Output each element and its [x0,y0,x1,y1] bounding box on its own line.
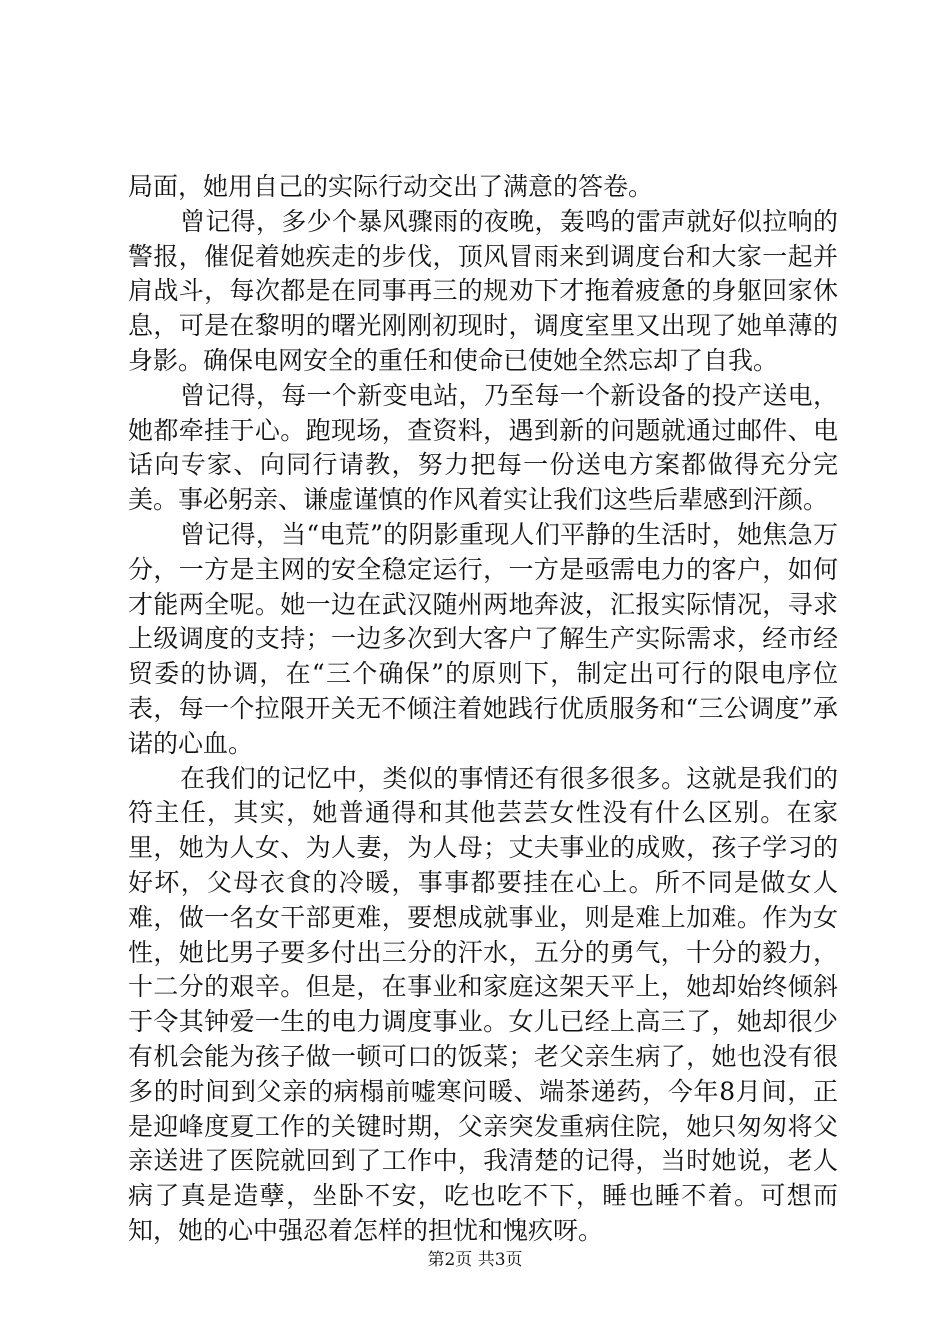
paragraph-power-shortage: 曾记得，当“电荒”的阴影重现人们平静的生活时，她焦急万分，一方是主网的安全稳定运行，一方是亟需电力的客户，如何才能两全呢。她一边在武汉随州两地奔波，汇报实际情况，寻求上级调度的支持；一边多次到大客户了解生产实际需求，经市经贸委的协调，在“三个确保”的原则下，制定出可行的限电序位表，每一个拉限开关无不倾注着她践行优质服务和“三公调度”承诺的心血。 [128,519,838,758]
paragraph-family-and-career: 在我们的记忆中，类似的事情还有很多很多。这就是我们的符主任，其实，她普通得和其他芸芸女性没有什么区别。在家里，她为人女、为人妻，为人母；丈夫事业的成败，孩子学习的好坏，父母衣食的冷暖，事事都要挂在心上。所不同是做女人难，做一名女干部更难，要想成就事业，则是难上加难。作为女性，她比男子要多付出三分的汗水，五分的勇气，十分的毅力，十二分的艰辛。但是，在事业和家庭这架天平上，她却始终倾斜于令其钟爱一生的电力调度事业。女儿已经上高三了，她却很少有机会能为孩子做一顿可口的饭菜；老父亲生病了，她也没有很多的时间到父亲的病榻前嘘寒问暖、端茶递药，今年8月间，正是迎峰度夏工作的关键时期，父亲突发重病住院，她只匆匆将父亲送进了医院就回到了工作中，我清楚的记得，当时她说，老人病了真是造孽，坐卧不安，吃也吃不下，睡也睡不着。可想而知，她的心中强忍着怎样的担忧和愧疚呀。 [128,763,838,1245]
paragraph-storm-nights: 曾记得，多少个暴风骤雨的夜晚，轰鸣的雷声就好似拉响的警报，催促着她疾走的步伐，顶风冒雨来到调度台和大家一起并肩战斗，每次都是在同事再三的规劝下才拖着疲惫的身躯回家休息，可是在黎明的曙光刚刚初现时，调度室里又出现了她单薄的身影。确保电网安全的重任和使命已使她全然忘却了自我。 [128,206,838,375]
paragraph-new-substations: 曾记得，每一个新变电站，乃至每一个新设备的投产送电，她都牵挂于心。跑现场，查资料，遇到新的问题就通过邮件、电话向专家、向同行请教，努力把每一份送电方案都做得充分完美。事必躬亲、谦虚谨慎的作风着实让我们这些后辈感到汗颜。 [128,380,838,515]
paragraph-continuation: 局面，她用自己的实际行动交出了满意的答卷。 [128,172,654,201]
page-footer: 第2页 共3页 [427,1250,523,1270]
document-body [128,170,838,1249]
